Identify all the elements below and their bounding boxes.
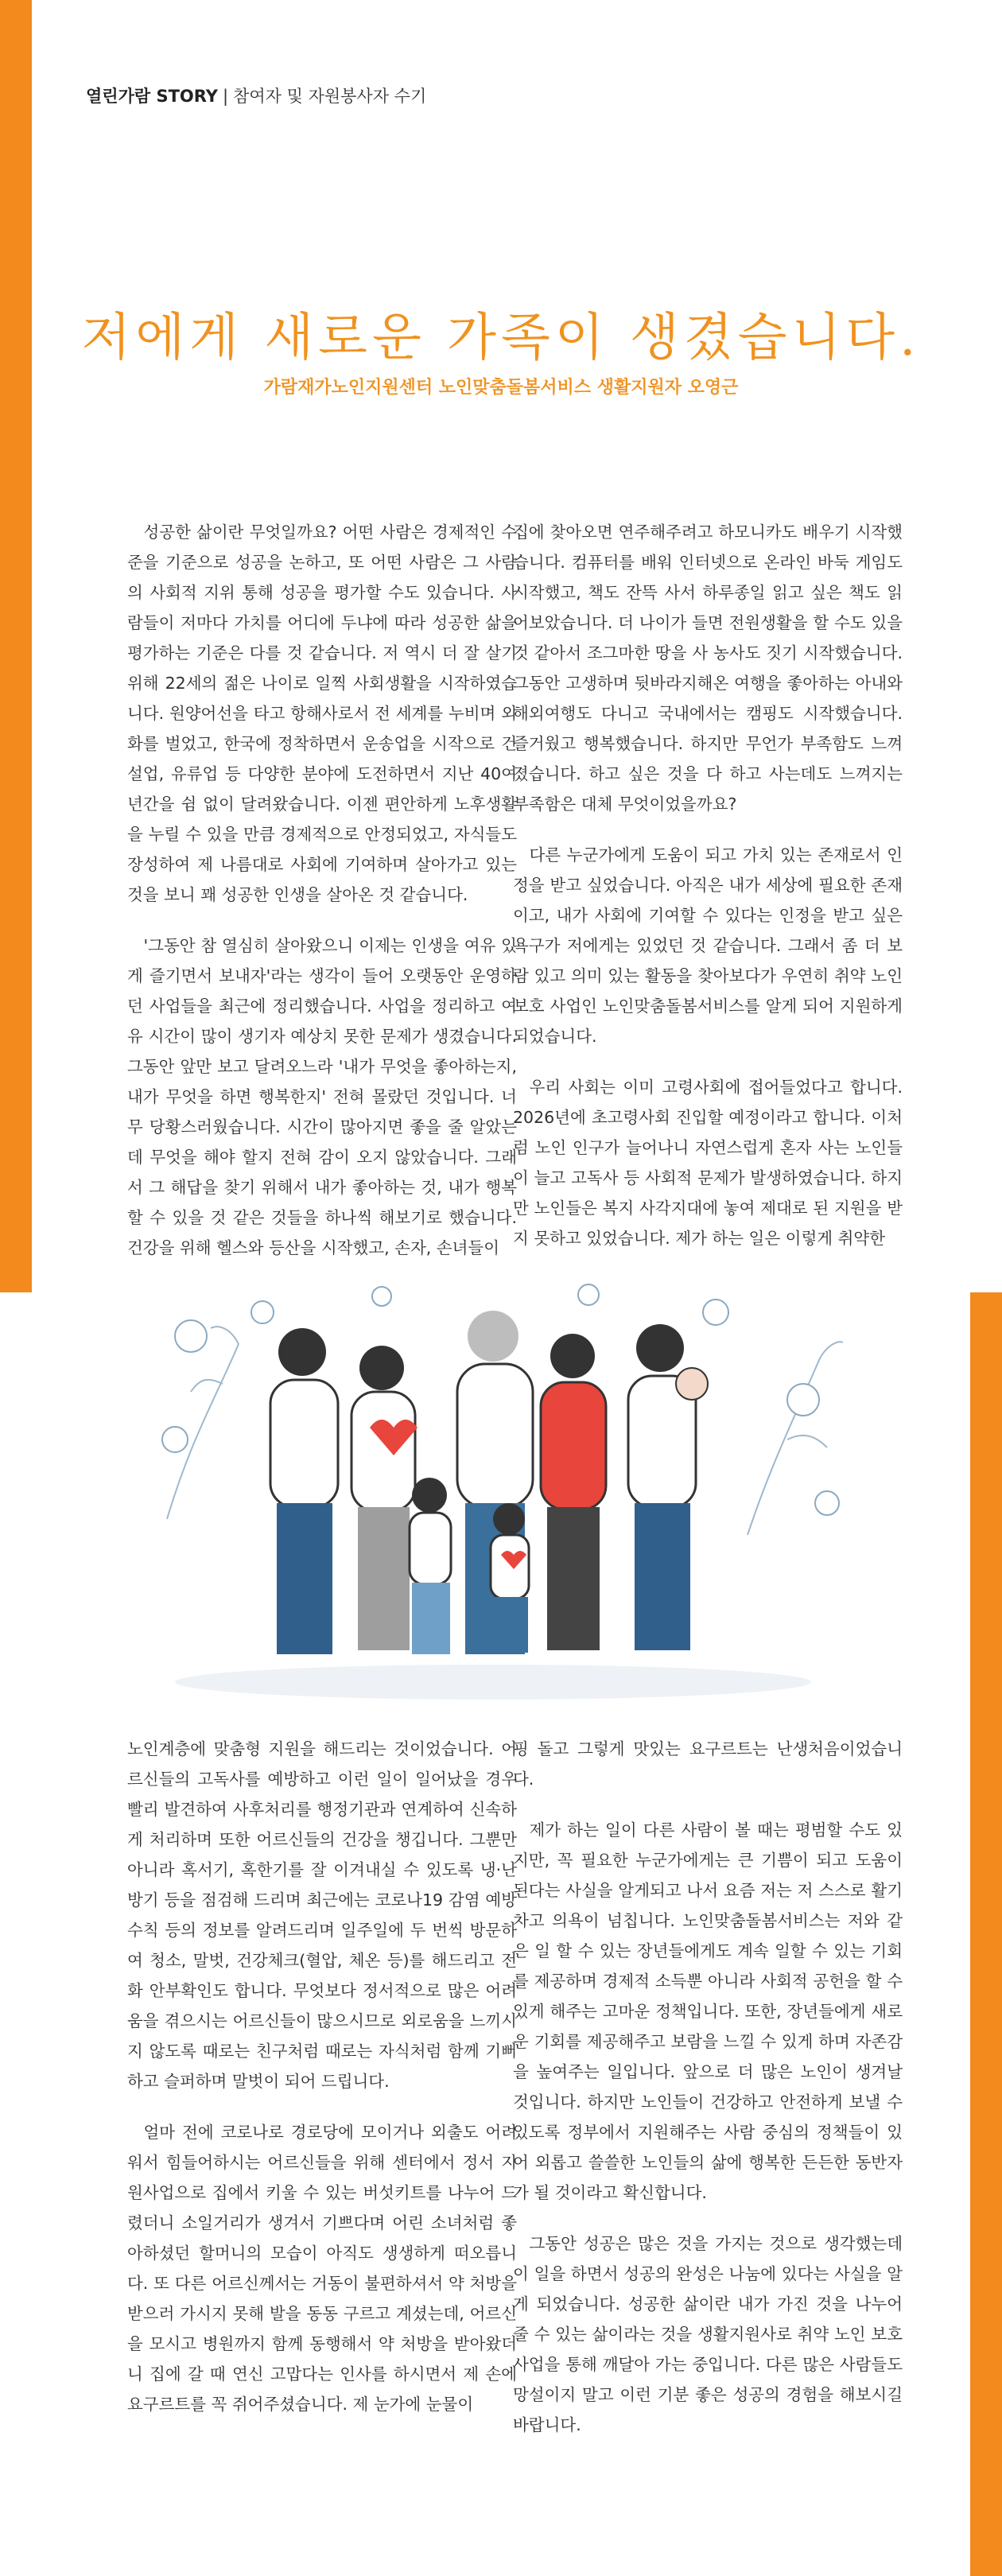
family-hug-illustration [143, 1280, 843, 1702]
section-header [86, 84, 426, 107]
paragraph: 그동안 성공은 많은 것을 가지는 것으로 생각했는데 이 일을 하면서 성공의 완성은 나눔에 있다는 사실을 알게 되었습니다. 성공한 삶이란 내가 가진 것을 나누어 줄 수 있는 삶이라는 것을 생활지원사로 취약 노인 보호 사업을 통해 깨달아 가는 중입니다. 다른 많은 사람들도 망설이지 말고 이런 기분 좋은 성공의 경험을 해보시길 바랍니다. [513, 2234, 903, 2434]
accent-bar-right [970, 1292, 1002, 2576]
header-separator: | [223, 87, 229, 106]
article-title: 저에게 새로운 가족이 생겼습니다. [81, 308, 921, 367]
paragraph: 핑 돌고 그렇게 맛있는 요구르트는 난생처음이었습니다. [513, 1739, 903, 1789]
header-category: 참여자 및 자원봉사자 수기 [233, 87, 427, 106]
paragraph: 제가 하는 일이 다른 사람이 볼 때는 평범할 수도 있지만, 꼭 필요한 누군가에게는 큰 기쁨이 되고 도움이 된다는 사실을 알게되고 나서 요즘 저는 저 스스로 활기차고 의욕이 넘칩니다. 노인맞춤돌봄서비스는 저와 같은 일 할 수 있는 장년들에게도 계속 일할 수 있는 기회를 제공하며 경제적 소득뿐 아니라 사회적 공헌을 할 수 있게 해주는 고마운 정책입니다. 또한, 장년들에게 새로운 기회를 제공해주고 보람을 느낄 수 있게 하며 자존감을 높여주는 일입니다. 앞으로 더 많은 노인이 생겨날 것입니다. 하지만 노인들이 건강하고 안전하게 보낼 수 있도록 정부에서 지원해주는 사람 중심의 정책들이 있어 외롭고 쓸쓸한 노인들의 삶에 행복한 든든한 동반자가 될 것이라고 확신합니다. [513, 1820, 903, 2202]
paragraph: 노인계층에 맞춤형 지원을 해드리는 것이었습니다. 어르신들의 고독사를 예방하고 이런 일이 일어났을 경우 빨리 발견하여 사후처리를 행정기관과 연계하여 신속하게 처리하며 또한 어르신들의 건강을 챙깁니다. 그뿐만 아니라 혹서기, 혹한기를 잘 이겨내실 수 있도록 냉·난방기 등을 점검해 드리며 최근에는 코로나19 감염 예방 수칙 등의 정보를 알려드리며 일주일에 두 번씩 방문하여 청소, 말벗, 건강체크(혈압, 체온 등)를 해드리고 전화 안부확인도 합니다. 무엇보다 정서적으로 많은 어려움을 겪으시는 어르신들이 많으시므로 외로움을 느끼시지 않도록 때로는 친구처럼 때로는 자식처럼 함께 기뻐하고 슬퍼하며 말벗이 되어 드립니다. [127, 1739, 517, 2091]
header-brand: 열린가람 STORY [86, 87, 218, 106]
paragraph: 집에 찾아오면 연주해주려고 하모니카도 배우기 시작했습니다. 컴퓨터를 배워 인터넷으로 온라인 바둑 게임도 시작했고, 책도 잔뜩 사서 하루종일 읽고 싶은 책도 읽어보았습니다. 더 나이가 들면 전원생활을 할 수도 있을 것 같아서 조그마한 땅을 사 농사도 짓기 시작했습니다. 그동안 고생하며 뒷바라지해온 여행을 좋아하는 아내와 해외여행도 다니고 국내에서는 캠핑도 시작했습니다. 즐거웠고 행복했습니다. 하지만 무언가 부족함도 느껴졌습니다. 하고 싶은 것을 다 하고 사는데도 느껴지는 부족함은 대체 무엇이었을까요? [513, 523, 903, 814]
paragraph: 우리 사회는 이미 고령사회에 접어들었다고 합니다. 2026년에 초고령사회 진입할 예정이라고 합니다. 이처럼 노인 인구가 늘어나니 자연스럽게 혼자 사는 노인들이 늘고 고독사 등 사회적 문제가 발생하였습니다. 하지만 노인들은 복지 사각지대에 놓여 제대로 된 지원을 받지 못하고 있었습니다. 제가 하는 일은 이렇게 취약한 [513, 1078, 903, 1248]
article-byline: 가람재가노인지원센터 노인맞춤돌봄서비스 생활지원자 오영근 [263, 378, 739, 398]
accent-bar-left [0, 0, 32, 1292]
paragraph: 성공한 삶이란 무엇일까요? 어떤 사람은 경제적인 수준을 기준으로 성공을 논하고, 또 어떤 사람은 그 사람의 사회적 지위 통해 성공을 평가할 수도 있습니다. 사람들이 저마다 가치를 어디에 두냐에 따라 성공한 삶을 평가하는 기준은 다를 것 같습니다. 저 역시 더 잘 살기 위해 22세의 젊은 나이로 일찍 사회생활을 시작하였습니다. 원양어선을 타고 항해사로서 전 세계를 누비며 외화를 벌었고, 한국에 정착하면서 운송업을 시작으로 건설업, 유류업 등 다양한 분야에 도전하면서 지난 40여 년간을 쉼 없이 달려왔습니다. 이젠 편안하게 노후생활을 누릴 수 있을 만큼 경제적으로 안정되었고, 자식들도 장성하여 제 나름대로 사회에 기여하며 살아가고 있는 것을 보니 꽤 성공한 인생을 살아온 것 같습니다. [127, 523, 517, 904]
paragraph: 다른 누군가에게 도움이 되고 가치 있는 존재로서 인정을 받고 싶었습니다. 아직은 내가 세상에 필요한 존재이고, 내가 사회에 기여할 수 있다는 인정을 받고 싶은 욕구가 저에게는 있었던 것 같습니다. 그래서 좀 더 보람 있고 의미 있는 활동을 찾아보다가 우연히 취약 노인 보호 사업인 노인맞춤돌봄서비스를 알게 되어 지원하게 되었습니다. [513, 845, 903, 1046]
text-column-1 [127, 517, 517, 1284]
text-column-3 [127, 1734, 517, 2440]
paragraph: '그동안 참 열심히 살아왔으니 이제는 인생을 여유 있게 즐기면서 보내자'라는 생각이 들어 오랫동안 운영하던 사업들을 최근에 정리했습니다. 사업을 정리하고 여유 시간이 많이 생기자 예상치 못한 문제가 생겼습니다. 그동안 앞만 보고 달려오느라 '내가 무엇을 좋아하는지, 내가 무엇을 하면 행복한지' 전혀 몰랐던 것입니다. 너무 당황스러웠습니다. 시간이 많아지면 좋을 줄 알았는데 무엇을 해야 할지 전혀 감이 오지 않았습니다. 그래서 그 해답을 찾기 위해서 내가 좋아하는 것, 내가 행복할 수 있을 것 같은 것들을 하나씩 해보기로 했습니다. 건강을 위해 헬스와 등산을 시작했고, 손자, 손녀들이 [127, 936, 517, 1257]
paragraph: 얼마 전에 코로나로 경로당에 모이거나 외출도 어려워서 힘들어하시는 어르신들을 위해 센터에서 정서 지원사업으로 집에서 키울 수 있는 버섯키트를 나누어 드렸더니 소일거리가 생겨서 기쁘다며 어린 소녀처럼 좋아하셨던 할머니의 모습이 아직도 생생하게 떠오릅니다. 또 다른 어르신께서는 거동이 불편하셔서 약 처방을 받으러 가시지 못해 발을 동동 구르고 계셨는데, 어르신을 모시고 병원까지 함께 동행해서 약 처방을 받아왔더니 집에 갈 때 연신 고맙다는 인사를 하시면서 제 손에 요구르트를 꼭 쥐어주셨습니다. 제 눈가에 눈물이 [127, 2123, 517, 2414]
text-column-4 [513, 1734, 903, 2461]
text-column-2 [513, 517, 903, 1274]
